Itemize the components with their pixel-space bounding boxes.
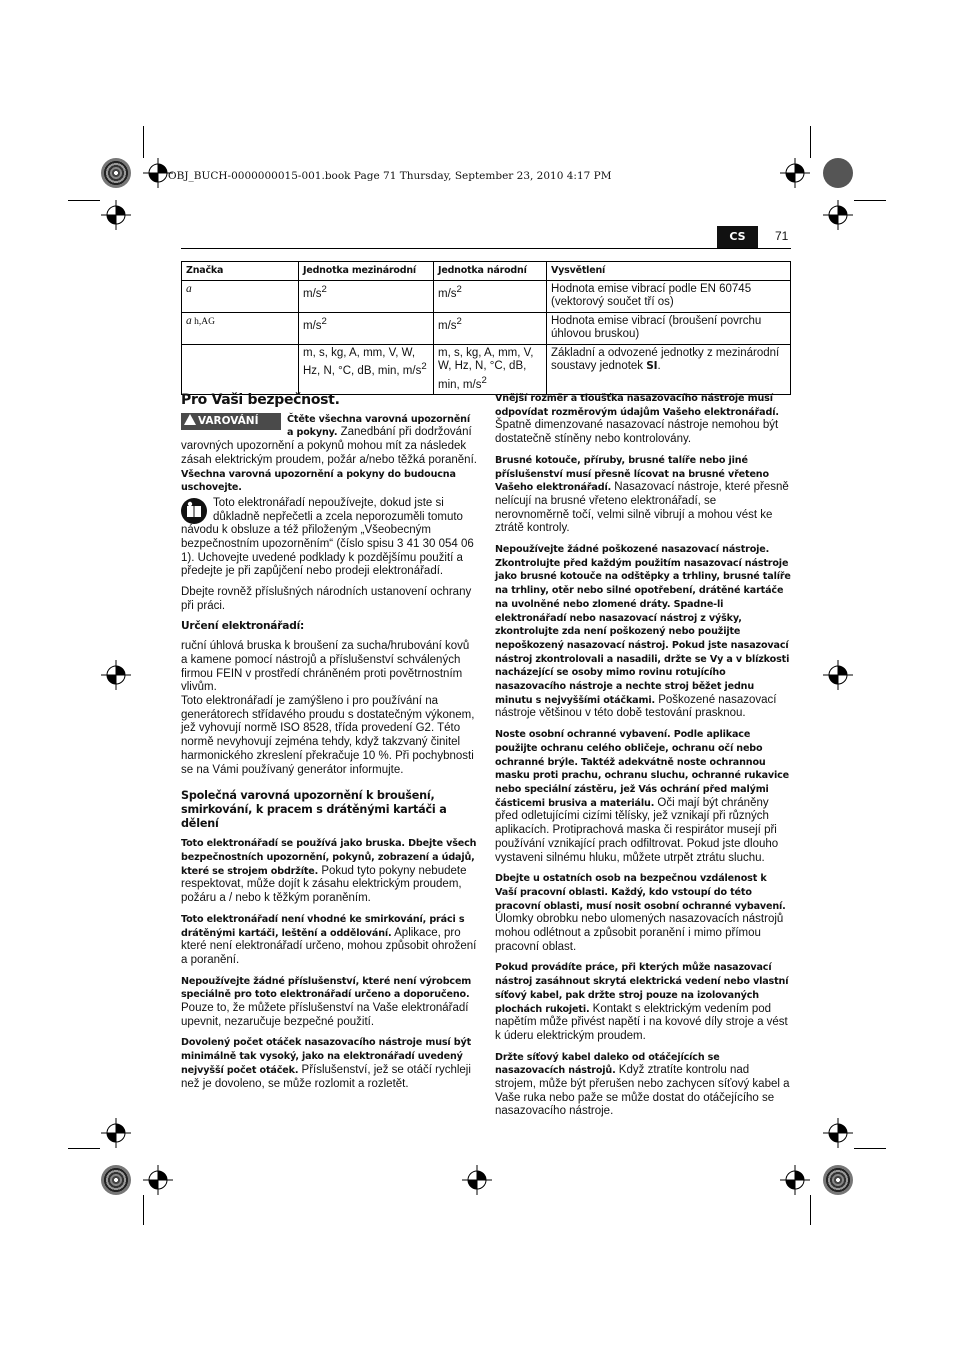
crosshair-mark-icon xyxy=(101,200,131,230)
natl-unit-cell: $m/s^2$ xyxy=(434,312,547,344)
warning-paragraph: VAROVÁNÍ Čtěte všechna varovná upozornění a pokyny. Zanedbání při dodržování varovných upozornění a pokynů mohou mít za následek zásah elektrickým proudem, požár a/nebo těžká poranění. xyxy=(181,413,477,466)
warning-item: Pokud provádíte práce, při kterých může nasazovací nástroj zasáhnout skrytá elektrická vedení nebo vlastní síťový kabel, pak držte stroj pouze na izolovaných plochách rukojeti. Kontakt s elektrickým vedením pod napětím může přivést napětí i na kovové díly stroje a vést k úderu elektrickým proudem. xyxy=(495,962,789,1042)
warning-item: Dbejte u ostatních osob na bezpečnou vzdálenost k Vaší pracovní oblasti. Každý, kdo vstoupí do této pracovní oblasti, musí nosit osobní ochranné vybavení. Úlomky obrobku nebo ulomených nasazovacích nástrojů mohou odlétnout a způsobit poranění i mimo přímou pracovní oblast. xyxy=(495,873,786,953)
purpose-heading: Určení elektronářadí: xyxy=(181,619,305,632)
warning-triangle-icon xyxy=(184,414,196,425)
intl-unit-cell: $m/s^2$ xyxy=(299,280,434,312)
manual-paragraph: Toto elektronářadí nepoužívejte, dokud jste si důkladně nepřečetli a zcela neporozuměli tomuto návodu k obsluze a též přiloženým „Všeobecným bezpečnostním upozorněním“ (číslo spisu 3 41 30 054 06 1). Uchovejte uvedené podklady k pozdějšímu použití a předejte je při zapůjčení nebo prodeji elektronářadí. xyxy=(181,496,474,578)
common-warnings-heading: Společná varovná upozornění k broušení, smirkování, k pracem s drátěnými kartáči a dělení xyxy=(181,789,447,831)
warning-badge: VAROVÁNÍ xyxy=(181,413,281,430)
crosshair-mark-icon xyxy=(780,1165,810,1195)
purpose-text: ruční úhlová bruska k broušení za sucha/hrubování kovů a kamene pomocí nástrojů a příslušenství schválených firmou FEIN v prostředí chráněném proti povětrnostním vlivům. xyxy=(181,640,470,694)
generator-text: Toto elektronářadí je zamýšleno i pro používání na generátorech střídavého proudu s dostatečným výkonem, jež vyhovují normě ISO 8528, třída provedení G2. Této normě nevyhovují zejména tehdy, když takzvaný činitel harmonického zkreslení překračuje 10 %. Při pochybnosti se na Vámi používaný generátor informujte. xyxy=(181,695,475,776)
language-badge: CS xyxy=(717,226,758,248)
warning-item: Vnější rozměr a tloušťka nasazovacího nástroje musí odpovídat rozměrovým údajům Vašeho elektronářadí. Špatně dimenzované nasazovací nástroje nemohou být dostatečně stíněny nebo kontrolovány. xyxy=(495,393,779,446)
table-row xyxy=(182,280,791,312)
color-registration-mark xyxy=(823,158,853,188)
crosshair-mark-icon xyxy=(780,158,810,188)
crop-line xyxy=(810,126,811,158)
warning-item: Nepoužívejte žádné příslušenství, které není výrobcem speciálně pro toto elektronářadí určeno a doporučeno. Pouze to, že můžete příslušenství na Vaše elektronářadí upevnit, nezaručuje bezpečné použití. xyxy=(181,975,472,1028)
header-rule xyxy=(181,248,791,249)
crosshair-mark-icon xyxy=(823,200,853,230)
explanation-cell: Hodnota emise vibrací podle EN 60745 (vektorový součet tří os) xyxy=(547,280,791,312)
column-header: Značka xyxy=(182,262,299,281)
warning-item: Dovolený počet otáček nasazovacího nástroje musí být minimálně tak vysoký, jako na elektronářadí uvedený nejvyšší počet otáček. Příslušenství, jež se otáčí rychleji než je dovoleno, se může rozlomit a rozletět. xyxy=(181,1037,472,1090)
warning-item: Brusné kotouče, příruby, brusné talíře nebo jiné příslušenství musí přesně lícovat na brusné vřeteno Vašeho elektronářadí. Nasazovací nástroje, které přesně nelícují na brusné vřeteno elektronářadí, se nerovnoměrně točí, velmi silně vibrují a mohou vést ke ztrátě kontroly. xyxy=(495,454,789,535)
warning-item: Toto elektronářadí není vhodné ke smirkování, práci s drátěnými kartáči, leštění a oddělování. Aplikace, pro které není elektronářadí určeno, mohou způsobit ohrožení a poranění. xyxy=(181,913,477,966)
warning-item: Noste osobní ochranné vybavení. Podle aplikace použijte ochranu celého obličeje, ochranu očí nebo ochranné brýle. Taktéž adekvátně noste ochrannou masku proti prachu, ochranu sluchu, ochranné rukavice nebo speciální zástěru, jež Vás ochrání před malými částicemi brusiva a materiálu. Oči mají být chráněny před odletujícími cizími tělísky, jež vznikají při různých aplikacích. Protiprachová maska či respirátor musejí při používání vznikající prach odfiltrovat. Pokud jste dlouho vystaveni silnému hluku, můžete utrpět ztrátu sluchu. xyxy=(495,729,790,864)
natl-unit-cell: $m/s^2$ xyxy=(434,280,547,312)
crosshair-mark-icon xyxy=(101,1118,131,1148)
crop-line xyxy=(143,126,144,158)
symbol-cell: a h,AG xyxy=(182,312,299,344)
explanation-cell: Základní a odvozené jednotky z mezinárodní soustavy jednotek SI. xyxy=(547,344,791,394)
symbol-cell xyxy=(182,344,299,394)
intl-unit-cell: $m/s^2$ xyxy=(299,312,434,344)
crop-line xyxy=(143,1195,144,1225)
crop-line xyxy=(68,1148,100,1149)
units-table xyxy=(181,261,791,395)
table-row xyxy=(182,344,791,394)
left-column xyxy=(181,392,477,1098)
crop-line xyxy=(854,1148,886,1149)
crosshair-mark-icon xyxy=(823,1118,853,1148)
crop-line xyxy=(68,200,100,201)
column-header: Jednotka mezinárodní xyxy=(299,262,434,281)
column-header: Vysvětlení xyxy=(547,262,791,281)
table-row xyxy=(182,312,791,344)
color-registration-mark xyxy=(101,1165,131,1195)
table-header-row xyxy=(182,262,791,281)
crop-line xyxy=(854,200,886,201)
right-column xyxy=(495,392,791,1126)
crosshair-mark-icon xyxy=(823,660,853,690)
color-registration-mark xyxy=(101,158,131,188)
warning-item: Držte síťový kabel daleko od otáčejících se nasazovacích nástrojů. Když ztratíte kontrolu nad strojem, může být přerušen nebo zachycen síťový kabel a Vaše ruka nebo paže se může dostat do otáčejícího se nasazovacího nástroje. xyxy=(495,1051,790,1118)
page-number: 71 xyxy=(775,229,789,243)
crosshair-mark-icon xyxy=(143,1165,173,1195)
intl-unit-cell: m, s, kg, A, mm, V, W, Hz, N, °C, dB, min, $m/s^2$ xyxy=(299,344,434,394)
symbol-cell: a xyxy=(182,280,299,312)
national-rules: Dbejte rovněž příslušných národních ustanovení ochrany při práci. xyxy=(181,586,472,612)
crosshair-mark-icon xyxy=(462,1165,492,1195)
crop-line xyxy=(810,1195,811,1225)
keep-instructions: Všechna varovná upozornění a pokyny do budoucna uschovejte. xyxy=(181,468,456,494)
read-manual-icon xyxy=(181,498,207,524)
column-header: Jednotka národní xyxy=(434,262,547,281)
explanation-cell: Hodnota emise vibrací (broušení povrchu úhlovou bruskou) xyxy=(547,312,791,344)
section-title: Pro Vaši bezpečnost. xyxy=(181,392,340,408)
print-header: OBJ_BUCH-0000000015-001.book Page 71 Thursday, September 23, 2010 4:17 PM xyxy=(168,170,612,182)
warning-item: Nepoužívejte žádné poškozené nasazovací nástroje. Zkontrolujte před každým použitím nasazovací nástroje jako brusné kotouče na odštěpky a trhliny, brusné talíře na trhliny, otěr nebo silné opotřebení, drátěné kartáče na uvolněné nebo zlomené dráty. Spadne-li elektronářadí nebo nasazovací nástroj z výšky, zkontrolujte zda není poškozený nebo použijte nepoškozený nasazovací nástroj. Pokud jste nasazovací nástroj zkontrolovali a nasadili, držte se Vy a v blízkosti nacházející se osoby mimo rovinu rotujícího nasazovacího nástroje a nechte stroj běžet jednu minutu s nejvyššími otáčkami. Poškozené nasazovací nástroje většinou v této době testování prasknou. xyxy=(495,544,791,720)
color-registration-mark xyxy=(823,1165,853,1195)
warning-item: Toto elektronářadí se používá jako bruska. Dbejte všech bezpečnostních upozornění, pokynů, zobrazení a údajů, které se strojem obdržíte. Pokud tyto pokyny nebudete respektovat, může dojít k zásahu elektrickým proudem, požáru a / nebo k těžkým poraněním. xyxy=(181,838,477,905)
natl-unit-cell: m, s, kg, A, mm, V, W, Hz, N, °C, dB, min, $m/s^2$ xyxy=(434,344,547,394)
crosshair-mark-icon xyxy=(101,660,131,690)
